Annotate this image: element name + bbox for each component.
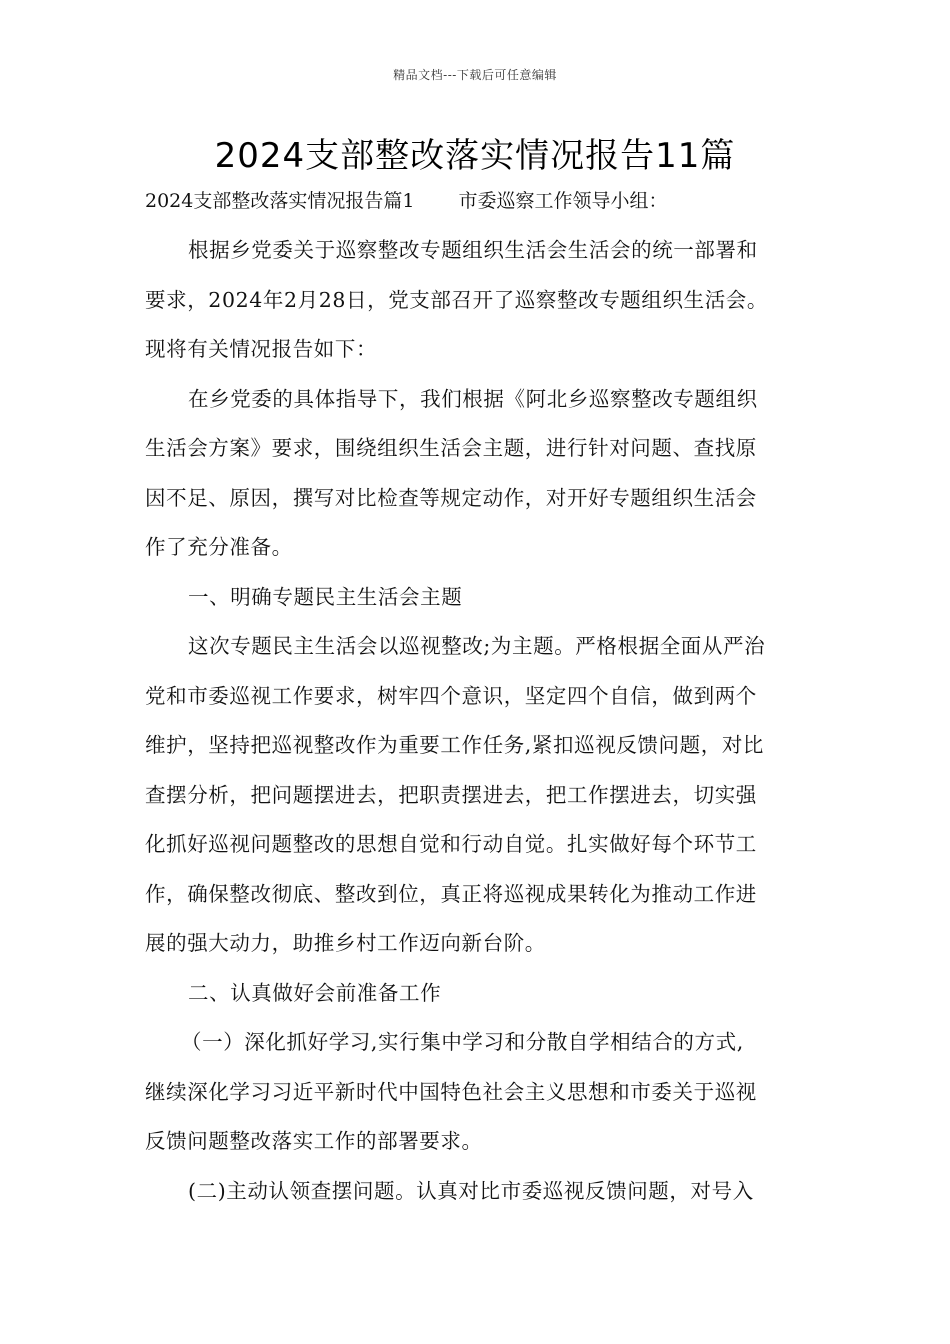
text-line: 现将有关情况报告如下： [145,337,378,361]
text-line: 化抓好巡视问题整改的思想自觉和行动自觉。扎实做好每个环节工 [145,832,757,856]
text-line: 查摆分析，把问题摆进去，把职责摆进去，把工作摆进去，切实强 [145,782,757,807]
text-line: 因不足、原因，撰写对比检查等规定动作，对开好专题组织生活会 [145,485,757,510]
text-line: 继续深化学习习近平新时代中国特色社会主义思想和市委关于巡视 [145,1079,757,1104]
text-line: 维护，坚持把巡视整改作为重要工作任务,紧扣巡视反馈问题，对比 [145,733,765,757]
text-line: 这次专题民主生活会以巡视整改;为主题。严格根据全面从严治 [188,634,766,658]
text-line: 作，确保整改彻底、整改到位，真正将巡视成果转化为推动工作进 [145,881,757,906]
text-line: 作了充分准备。 [145,535,293,559]
text-line: 在乡党委的具体指导下，我们根据《阿北乡巡察整改专题组织 [188,386,758,411]
text-line: 反馈问题整改落实工作的部署要求。 [145,1129,483,1153]
document-body [145,184,807,1216]
text-line: 党和市委巡视工作要求，树牢四个意识，坚定四个自信，做到两个 [145,683,757,708]
paragraph-lines [145,226,807,1216]
text-line: 生活会方案》要求，围绕组织生活会主题，进行针对问题、查找原 [145,436,757,460]
text-line: 要求，2024年2月28日，党支部召开了巡察整改专题组织生活会。 [145,287,768,312]
header-note: 精品文档---下载后可任意编辑 [393,68,557,82]
text-line: 展的强大动力，助推乡村工作迈向新台阶。 [145,931,546,955]
text-line: （一）深化抓好学习,实行集中学习和分散自学相结合的方式, [181,1030,744,1054]
text-line: 二、认真做好会前准备工作 [188,980,442,1005]
text-line: 一、明确专题民主生活会主题 [188,584,463,609]
addressee: 市委巡察工作领导小组： [458,190,668,212]
text-line: (二)主动认领查摆问题。认真对比市委巡视反馈问题，对号入 [188,1178,754,1203]
text-line: 根据乡党委关于巡察整改专题组织生活会生活会的统一部署和 [188,238,758,262]
intro-line [145,184,807,218]
part-title: 2024支部整改落实情况报告篇1 [145,190,415,212]
document-title: 2024支部整改落实情况报告11篇 [214,136,736,176]
